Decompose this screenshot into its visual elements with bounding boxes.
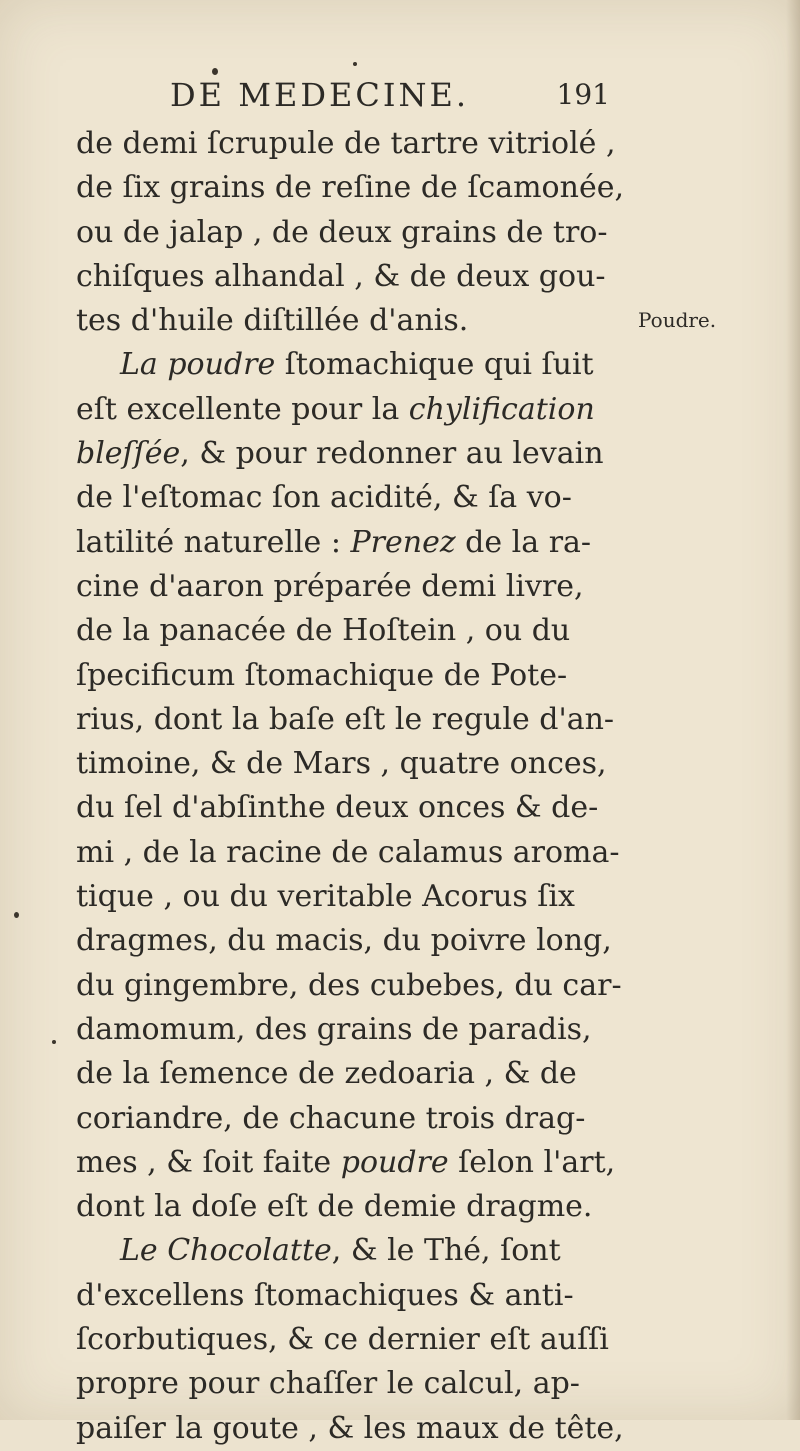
text-line bbox=[76, 786, 616, 830]
text-segment: du gingembre, des cubebes, du car- bbox=[76, 967, 622, 1003]
text-line bbox=[76, 875, 616, 919]
page-header bbox=[170, 76, 610, 116]
text-segment: tique , ou du veritable Acorus ſix bbox=[76, 879, 575, 915]
text-segment: , & pour redonner au levain bbox=[180, 436, 604, 472]
text-line bbox=[76, 964, 622, 1008]
text-line bbox=[76, 1274, 616, 1318]
text-line bbox=[76, 1185, 616, 1229]
text-line bbox=[76, 388, 616, 432]
text-segment: damomum, des grains de paradis, bbox=[76, 1011, 592, 1047]
text-segment: dragmes, du macis, du poivre long, bbox=[76, 923, 612, 959]
text-line bbox=[76, 1318, 616, 1362]
italic-text-segment: chylification bbox=[408, 391, 595, 427]
text-segment: de la ſemence de zedoaria , & de bbox=[76, 1056, 577, 1092]
text-line bbox=[76, 476, 616, 520]
text-line bbox=[76, 343, 616, 387]
text-segment: de l'eſtomac ſon acidité, & ſa vo- bbox=[76, 480, 572, 516]
text-line bbox=[76, 166, 624, 210]
page-gutter-shadow bbox=[786, 0, 800, 1420]
text-segment: latilité naturelle : bbox=[76, 524, 351, 560]
ink-speck bbox=[52, 1040, 56, 1044]
text-segment: mes , & ſoit faite bbox=[76, 1144, 341, 1180]
text-segment: coriandre, de chacune trois drag- bbox=[76, 1100, 586, 1136]
text-line bbox=[76, 1407, 624, 1451]
text-segment: de demi ſcrupule de tartre vitriolé , bbox=[76, 126, 616, 161]
text-segment: d'excellens ſtomachiques & anti- bbox=[76, 1277, 574, 1313]
text-segment: tes d'huile diſtillée d'anis. bbox=[76, 303, 469, 339]
text-line bbox=[76, 919, 616, 963]
text-line bbox=[76, 432, 616, 476]
text-line bbox=[76, 1362, 616, 1406]
text-segment: dont la doſe eſt de demie dragme. bbox=[76, 1189, 593, 1225]
text-segment: cine d'aaron préparée demi livre, bbox=[76, 568, 584, 604]
text-line bbox=[76, 698, 616, 742]
text-segment: ſtomachique qui ſuit bbox=[275, 347, 594, 383]
italic-text-segment: poudre bbox=[340, 1144, 449, 1180]
page-number: 191 bbox=[556, 78, 610, 111]
text-line bbox=[76, 1229, 616, 1273]
text-segment: paiſer la goute , & les maux de tête, bbox=[76, 1410, 624, 1446]
ink-speck bbox=[212, 68, 218, 75]
text-line bbox=[76, 654, 616, 698]
text-segment: chiſques alhandal , & de deux gou- bbox=[76, 258, 606, 294]
text-segment: rius, dont la baſe eſt le regule d'an- bbox=[76, 701, 615, 737]
text-line bbox=[76, 1008, 616, 1052]
text-segment: ſelon l'art, bbox=[448, 1144, 616, 1180]
text-segment: timoine, & de Mars , quatre onces, bbox=[76, 746, 607, 782]
text-line bbox=[76, 609, 616, 653]
text-segment: du ſel d'abſinthe deux onces & de- bbox=[76, 790, 599, 826]
text-segment: de la ra- bbox=[455, 524, 592, 560]
text-line bbox=[76, 211, 616, 255]
text-line bbox=[76, 521, 616, 565]
text-segment: ſpecificum ſtomachique de Pote- bbox=[76, 657, 568, 693]
ink-speck bbox=[353, 62, 357, 66]
text-segment: de la panacée de Hoſtein , ou du bbox=[76, 613, 571, 649]
italic-text-segment: bleſſée bbox=[76, 436, 181, 472]
text-line bbox=[76, 122, 616, 166]
text-line bbox=[76, 831, 620, 875]
text-line bbox=[76, 255, 616, 299]
text-line bbox=[76, 1052, 616, 1096]
italic-text-segment: Prenez bbox=[350, 524, 456, 560]
margin-note: Poudre. bbox=[638, 308, 717, 332]
text-segment: ſcorbutiques, & ce dernier eſt auſſi bbox=[76, 1322, 609, 1358]
text-line bbox=[76, 1097, 616, 1141]
text-line bbox=[76, 565, 616, 609]
text-segment: , & le Thé, ſont bbox=[331, 1233, 561, 1269]
text-segment: eſt excellente pour la bbox=[76, 391, 409, 427]
italic-text-segment: Le Chocolatte bbox=[120, 1233, 332, 1269]
text-segment: ou de jalap , de deux grains de tro- bbox=[76, 214, 608, 250]
text-segment: propre pour chaſſer le calcul, ap- bbox=[76, 1366, 580, 1402]
text-line bbox=[76, 742, 616, 786]
ink-speck bbox=[14, 912, 19, 918]
text-line bbox=[76, 1141, 616, 1185]
text-line bbox=[76, 299, 616, 343]
body-text bbox=[76, 122, 624, 1451]
italic-text-segment: La poudre bbox=[120, 347, 276, 383]
text-segment: de ſix grains de reſine de ſcamonée, bbox=[76, 170, 624, 206]
running-title: DE MEDECINE. bbox=[170, 76, 469, 114]
text-segment: mi , de la racine de calamus aroma- bbox=[76, 834, 620, 870]
